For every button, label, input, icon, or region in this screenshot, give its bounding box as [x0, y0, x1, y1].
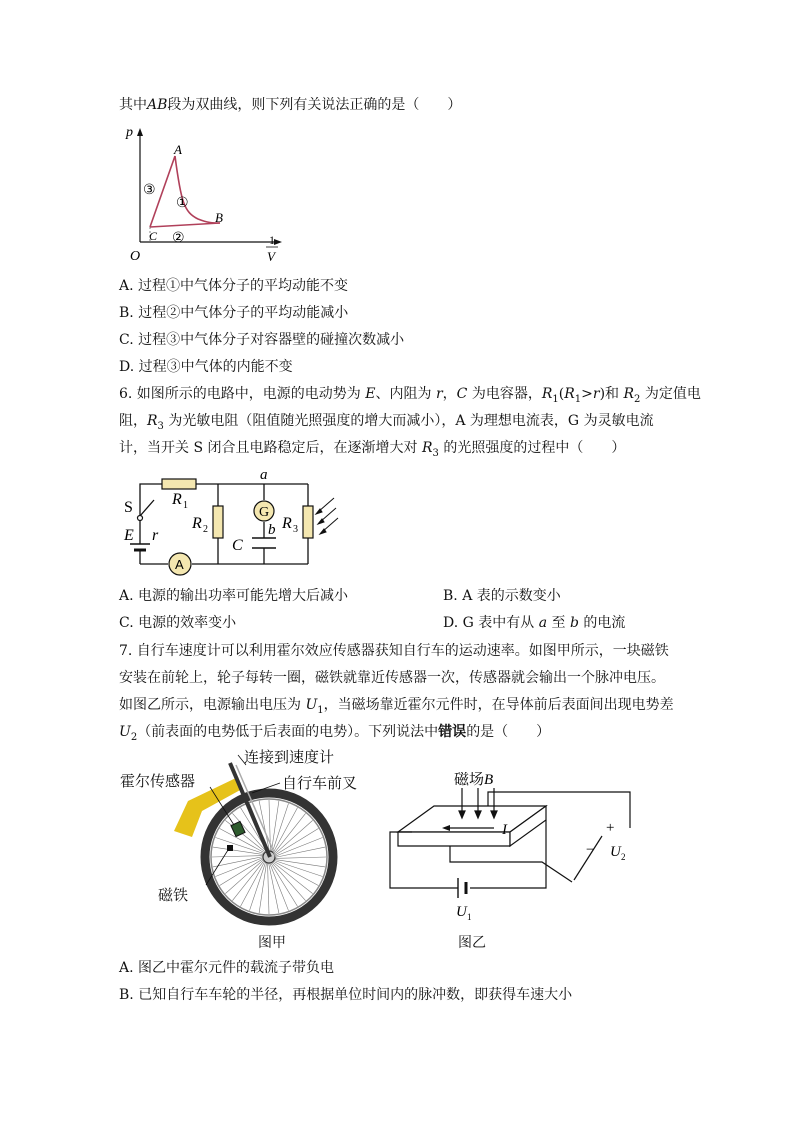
q6-option-c: C. 电源的效率变小	[119, 615, 237, 631]
wheel-spoke	[215, 857, 264, 876]
caption-figure-b: 图乙	[458, 935, 486, 951]
wheel-spoke	[271, 862, 306, 901]
resistor-r1	[162, 479, 196, 489]
label-magnetic-field: 磁场	[454, 772, 485, 788]
circuit-diagram	[118, 462, 358, 580]
hall-element-figure	[384, 772, 644, 922]
wheel-spoke	[268, 862, 279, 913]
wheel-spoke	[270, 862, 297, 906]
internal-r-label: r	[152, 527, 159, 544]
wheel-spoke	[274, 829, 318, 856]
label-minus: −	[586, 842, 595, 858]
point-b-label: B	[215, 210, 223, 225]
q5-option-c: C. 过程③中气体分子对容器壁的碰撞次数减小	[119, 332, 405, 348]
q7-line-1: 7. 自行车速度计可以利用霍尔效应传感器获知自行车的运动速率。如图甲所示，一块磁铁	[119, 643, 669, 659]
r3-label: R	[282, 515, 292, 532]
process-1-curve	[175, 156, 220, 223]
caption-figure-a: 图甲	[258, 935, 286, 951]
wheel-spoke	[274, 847, 325, 858]
label-to-speedometer: 连接到速度计	[244, 748, 335, 766]
q7-line-4: $U_2$（前表面的电势低于后表面的电势）。下列说法中错误的是（ ）	[119, 724, 551, 743]
label-u2: U	[610, 844, 621, 860]
switch-label: S	[124, 499, 133, 516]
svg-text:1: 1	[183, 500, 188, 511]
r2-label: R	[192, 515, 202, 532]
origin-label: O	[130, 249, 141, 264]
r1-label: R	[172, 491, 182, 508]
q5-option-b: B. 过程②中气体分子的平均动能减小	[119, 305, 349, 321]
switch-pivot	[138, 516, 143, 521]
label-current: I	[502, 822, 507, 838]
process-3-label: ③	[143, 182, 156, 198]
q7-option-b: B. 已知自行车车轮的半径，再根据单位时间内的脉冲数，即获得车速大小	[119, 987, 573, 1003]
q6-line-2: 阻，$R_3$ 为光敏电阻（阻值随光照强度的增大而减小），A 为理想电流表，G 为灵敏电流	[119, 413, 654, 432]
process-2-label: ②	[172, 230, 185, 246]
node-b-label: b	[268, 522, 276, 538]
wheel-spoke	[272, 861, 313, 893]
wheel-spoke	[269, 862, 288, 911]
q5-option-a: A. 过程①中气体分子的平均动能不变	[119, 278, 349, 294]
q6-line-1: 6. 如图所示的电路中，电源的电动势为 E、内阻为 r，C 为电容器，$R_1(R_1>r)$和 $R_2$ 为定值电	[119, 386, 701, 405]
svg-text:B: B	[484, 772, 494, 788]
q7-line-2: 安装在前轮上，轮子每转一圈，磁铁就靠近传感器一次，传感器就会输出一个脉冲电压。	[119, 670, 665, 686]
q5-option-d: D. 过程③中气体的内能不变	[119, 359, 293, 375]
emf-label: E	[124, 527, 134, 544]
q7-option-a: A. 图乙中霍尔元件的载流子带负电	[119, 960, 335, 976]
q6-option-b: B. A 表的示数变小	[443, 588, 561, 604]
point-c-label: C	[149, 229, 158, 243]
u2-bottom-wire	[450, 846, 572, 882]
wheel-spoke	[274, 857, 326, 858]
svg-text:1: 1	[467, 912, 472, 922]
wheel-spoke	[274, 838, 323, 857]
label-u1: U	[456, 904, 467, 920]
label-front-fork: 自行车前叉	[282, 774, 358, 792]
light-arrows	[316, 498, 338, 534]
wheel-spoke	[232, 860, 264, 901]
svg-text:G: G	[259, 505, 270, 520]
process-2-line	[150, 223, 220, 227]
x-label-den: V	[267, 249, 275, 264]
svg-text:2: 2	[621, 852, 626, 862]
q7-line-3: 如图乙所示，电源输出电压为 $U_1$，当磁场靠近霍尔元件时，在导体前后表面间出现电势差	[119, 697, 674, 716]
intro-line: 其中AB段为双曲线，则下列有关说法正确的是（ ）	[119, 97, 462, 113]
wheel-spoke	[273, 813, 305, 854]
pv-graph	[118, 122, 288, 272]
hall-slab-front	[398, 832, 510, 846]
q6-option-a: A. 电源的输出功率可能先增大后减小	[119, 588, 349, 604]
capacitor-label: C	[232, 537, 243, 554]
resistor-r3	[303, 506, 313, 538]
p-label: p	[126, 125, 133, 140]
wheel-spoke	[212, 856, 264, 857]
wheel-spoke	[268, 862, 269, 914]
svg-text:A: A	[175, 557, 184, 572]
q6-line-3: 计，当开关 S 闭合且电路稳定后，在逐渐增大对 $R_3$ 的光照强度的过程中（ ）	[119, 440, 626, 459]
wheel-spoke	[220, 858, 264, 885]
label-hall-sensor: 霍尔传感器	[120, 772, 196, 790]
point-a-label: A	[174, 142, 182, 157]
process-1-label: ①	[176, 195, 189, 211]
x-label-num: 1	[269, 233, 275, 247]
svg-text:2: 2	[203, 524, 208, 535]
resistor-r2	[213, 506, 223, 538]
node-a-label: a	[260, 467, 268, 483]
label-magnet: 磁铁	[158, 886, 189, 904]
q6-option-d: D. G 表中有从 a 至 b 的电流	[443, 615, 626, 631]
svg-text:3: 3	[293, 524, 298, 535]
wheel-spoke	[225, 859, 264, 894]
wheel-spoke	[274, 820, 313, 855]
label-plus: +	[606, 820, 615, 836]
